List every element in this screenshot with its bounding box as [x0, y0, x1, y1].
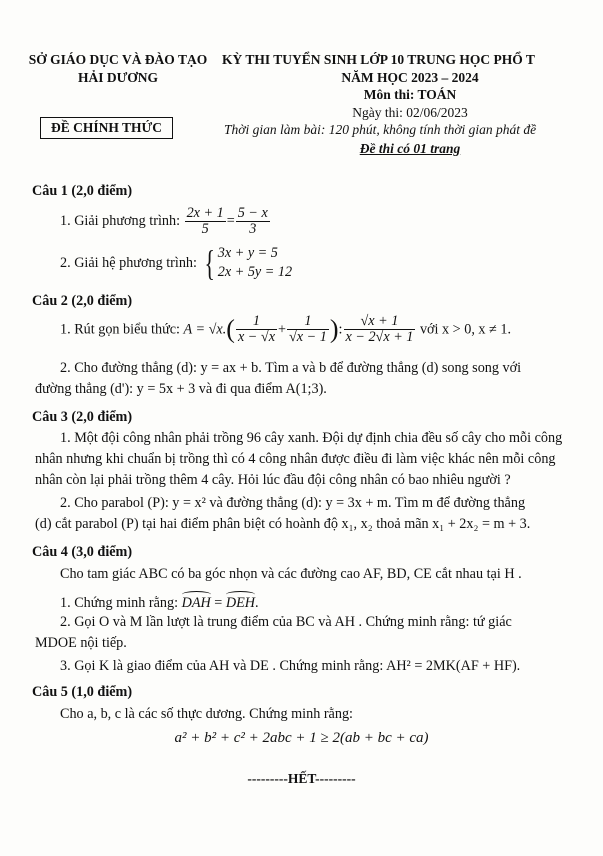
- question-4-title: Câu 4 (3,0 điểm): [32, 544, 133, 560]
- q3-part1-line2: nhân nhưng khi chuẩn bị trồng thì có 4 công nhân được điều đi làm việc khác nên mỗi công: [35, 451, 556, 467]
- question-1-title: Câu 1 (2,0 điểm): [32, 183, 133, 199]
- official-label: ĐỀ CHÍNH THỨC: [40, 117, 173, 139]
- q4-part1-label: 1. Chứng minh rằng:: [60, 595, 179, 611]
- subject: Môn thi: TOÁN: [363, 87, 457, 102]
- q4-part3-line: 3. Gọi K là giao điểm của AH và DE . Chứng minh rằng: AH² = 2MK(AF + HF).: [60, 658, 521, 674]
- q4-part3: [35, 656, 580, 677]
- q4-intro-line: Cho tam giác ABC có ba góc nhọn và các đường cao AF, BD, CE cắt nhau tại H .: [60, 566, 522, 582]
- q1-right-denominator: 3: [249, 221, 257, 237]
- q1-part1-label: 1. Giải phương trình:: [60, 212, 181, 229]
- q3-part1-line1: 1. Một đội công nhân phải trồng 96 cây xanh. Đội dự định chia đều số cây cho mỗi công: [60, 430, 563, 446]
- q3-part2-line2: (d) cắt parabol (P) tại hai điểm phân biệt có hoành độ x₁, x₂ thoả mãn x₁ + 2x₂ = m + 3.: [35, 516, 531, 532]
- q2-fraction-2: [287, 314, 329, 345]
- q2-part2: [35, 358, 580, 400]
- q2-fraction-1: [236, 314, 277, 345]
- q4-part1-end: .: [255, 595, 259, 611]
- q1-part1: 1. Giải phương trình: $\frac{2x + 1}{5}$ = $\frac{5 - x}{3}$: [60, 205, 268, 237]
- q2-part1-label: 1. Rút gọn biểu thức:: [60, 321, 180, 338]
- question-3-title: Câu 3 (2,0 điểm): [32, 409, 133, 425]
- q2-fraction-2-den: √x − 1: [289, 329, 327, 345]
- q2-fraction-3-num: √x + 1: [344, 314, 416, 330]
- q4-part1-eq: =: [214, 595, 223, 611]
- question-5-title: Câu 5 (1,0 điểm): [32, 684, 133, 700]
- q2-part2-line1: 2. Cho đường thẳng (d): y = ax + b. Tìm a và b để đường thẳng (d) song song với: [60, 360, 522, 376]
- system-brace: {: [203, 243, 215, 283]
- q4-part2-line1: 2. Gọi O và M lần lượt là trung điểm của BC và AH . Chứng minh rằng: tứ giác: [60, 614, 512, 630]
- q2-fraction-2-num: 1: [287, 314, 329, 330]
- angle-dah: DAH: [181, 595, 211, 611]
- q4-intro: [35, 564, 580, 585]
- q2-expr-prefix: A = √x.: [183, 321, 227, 338]
- q3-part2: [35, 493, 580, 535]
- q2-fraction-3-den: x − 2√x + 1: [345, 329, 414, 345]
- department-name: SỞ GIÁO DỤC VÀ ĐÀO TẠO: [28, 52, 208, 67]
- q4-part2: [35, 612, 580, 654]
- q4-part2-line2: MDOE nội tiếp.: [35, 635, 127, 651]
- equation-system: [218, 244, 292, 282]
- exam-date: Ngày thi: 02/06/2023: [352, 105, 468, 120]
- question-2-title: Câu 2 (2,0 điểm): [32, 293, 133, 309]
- q4-part1: [60, 594, 259, 612]
- q2-fraction-1-den: x − √x: [237, 329, 275, 345]
- page-count: Đề thi có 01 trang: [359, 141, 461, 156]
- angle-deh: DEH: [225, 595, 256, 611]
- q3-part2-line1: 2. Cho parabol (P): y = x² và đường thẳng (d): y = 3x + m. Tìm m để đường thẳng: [60, 495, 526, 511]
- q2-fraction-1-num: 1: [236, 314, 277, 330]
- q1-part2: [60, 244, 292, 282]
- q2-condition: với x > 0, x ≠ 1.: [419, 321, 512, 338]
- end-marker: ---------HẾT---------: [247, 771, 356, 786]
- province-name: HẢI DƯƠNG: [77, 70, 159, 85]
- q5-intro-line: Cho a, b, c là các số thực dương. Chứng minh rằng:: [60, 706, 353, 722]
- q1-part2-label: 2. Giải hệ phương trình:: [60, 255, 197, 271]
- q1-left-fraction: [185, 206, 226, 237]
- q5-intro: [35, 704, 580, 725]
- q3-part1: [35, 428, 580, 491]
- q1-left-numerator: 2x + 1: [186, 205, 224, 221]
- q2-part2-line2: đường thẳng (d'): y = 5x + 3 và đi qua điểm A(1;3).: [35, 381, 327, 397]
- school-year: NĂM HỌC 2023 – 2024: [341, 70, 479, 85]
- system-equation-2: 2x + 5y = 12: [217, 264, 293, 280]
- q1-right-fraction: [236, 206, 270, 237]
- q3-part1-line3: nhân còn lại phải trồng thêm 4 cây. Hỏi lúc đầu đội công nhân có bao nhiêu người ?: [35, 472, 511, 488]
- q1-left-denominator: 5: [201, 221, 209, 237]
- q2-fraction-3: [344, 314, 416, 345]
- exam-title: KỲ THI TUYỂN SINH LỚP 10 TRUNG HỌC PHỔ T: [222, 52, 535, 67]
- q5-inequality: a² + b² + c² + 2abc + 1 ≥ 2(ab + bc + ca): [174, 730, 429, 746]
- q2-part1: 1. Rút gọn biểu thức: A = √x.( $\frac{1}{x - √x}$ + $\frac{1}{√x - 1}$ ): $\frac{√x + 1}{x - 2√x + 1}$ với x > 0, x ≠ 1.: [60, 313, 512, 345]
- exam-duration: Thời gian làm bài: 120 phút, không tính thời gian phát đề: [224, 122, 537, 137]
- system-equation-1: 3x + y = 5: [217, 245, 278, 261]
- q1-right-numerator: 5 − x: [237, 205, 268, 221]
